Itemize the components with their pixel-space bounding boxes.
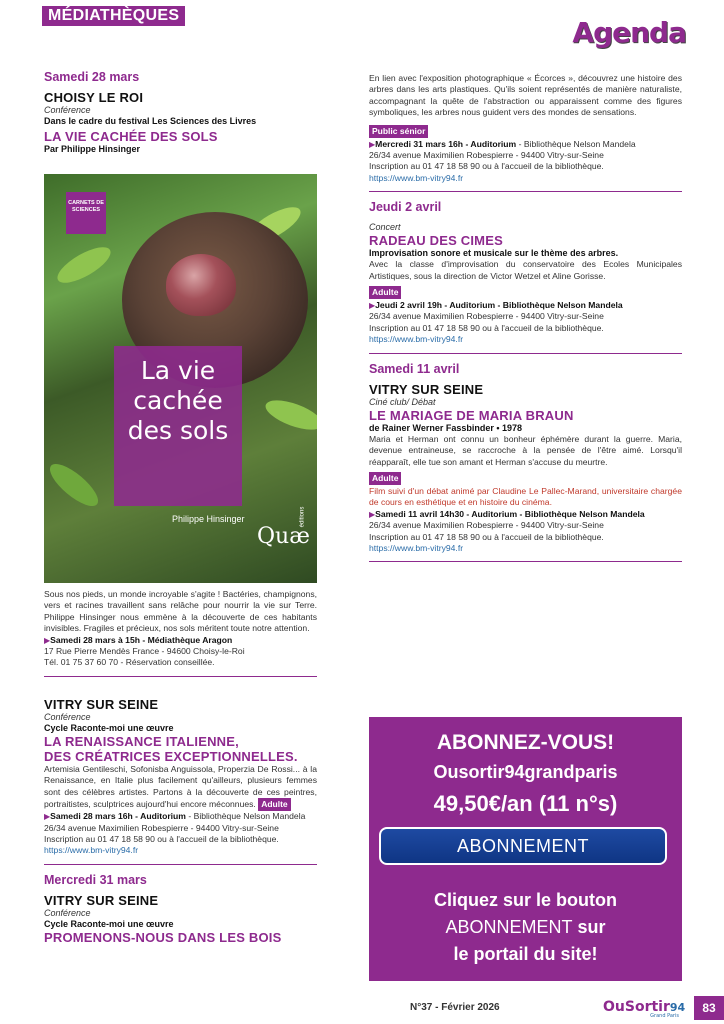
book-cover-image — [44, 174, 317, 583]
library-link[interactable]: https://www.bm-vitry94.fr — [44, 845, 139, 856]
ad-price: 49,50€/an (11 n°s) — [433, 791, 618, 816]
right-column — [369, 73, 682, 570]
event-note: Film suivi d'un débat animé par Claudine Le Pallec-Marand, universitaire chargée de cours en esthétique et en histoire du cinéma. — [369, 485, 682, 508]
section-rubric: MÉDIATHÈQUES — [42, 6, 185, 26]
ad-headline: ABONNEZ-VOUS! — [436, 731, 615, 754]
event2 — [44, 697, 317, 945]
logo-main: OuSortir — [603, 999, 670, 1015]
event-description: Sous nos pieds, un monde incroyable s'agite ! Bactéries, champignons, vers et racines travaillent sans relâche pour nourrir la vie sur Terre. Philippe Hinsinger nous emmène à la découverte de ces habitants invisibles. Fragiles et précieux, nos sols méritent toute notre attention. — [44, 589, 317, 634]
event-inscription: Inscription au 01 47 18 58 90 ou à l'accueil de la bibliothèque. — [44, 834, 279, 845]
ad-instructions — [369, 887, 682, 968]
library-link[interactable]: https://www.bm-vitry94.fr — [369, 334, 464, 345]
event-speaker: Par Philippe Hinsinger — [44, 144, 141, 154]
event-inscription: Inscription au 01 47 18 58 90 ou à l'accueil de la bibliothèque. — [369, 322, 604, 333]
event-title: LA RENAISSANCE ITALIENNE, — [44, 734, 239, 749]
event-city: VITRY SUR SEINE — [369, 381, 484, 397]
event-when-text: Samedi 28 mars à 15h - Médiathèque Aragon — [50, 634, 233, 645]
subscribe-button[interactable]: ABONNEMENT — [379, 827, 667, 865]
event-title: DES CRÉATRICES EXCEPTIONNELLES. — [44, 749, 298, 764]
event-phone: Tél. 01 75 37 60 70 - Réservation conseillée. — [44, 657, 215, 668]
audience-badge: Public sénior — [369, 125, 428, 138]
event-description: Maria et Herman ont connu un bonheur éphémère durant la guerre. Maria, devenue entraineuse, se raccroche à la pensée de l'être aimé. Lorsqu'il réapparaît, elle tue son amant et Herman s'accuse du meurtre. — [369, 433, 682, 467]
page-number: 83 — [694, 996, 724, 1020]
event-kind: Conférence — [44, 907, 91, 918]
event-address: 26/34 avenue Maximilien Robespierre - 94400 Vitry-sur-Seine — [44, 822, 279, 833]
audience-badge: Adulte — [369, 472, 401, 485]
cover-publisher: Quæ — [257, 524, 310, 549]
audience-badge: Adulte — [258, 798, 290, 811]
ad-instruction-line: le portail du site! — [453, 944, 598, 964]
event-address: 26/34 avenue Maximilien Robespierre - 94400 Vitry-sur-Seine — [369, 150, 604, 161]
series-tag: CARNETS DE SCIENCES — [66, 192, 106, 234]
cover-author: Philippe Hinsinger — [172, 514, 245, 524]
event-address: 17 Rue Pierre Mendès France - 94600 Choisy-le-Roi — [44, 646, 245, 657]
ad-brand: Ousortir94grandparis — [433, 762, 618, 782]
logo-badge: 94 — [669, 1001, 686, 1014]
event-description: En lien avec l'exposition photographique « Écorces », découvrez une histoire des arbres dans les arts plastiques. Qu'ils soient représentés de manière naturaliste, accompagnant la quête de l'abstraction ou apparaissent comme des figures symboliques, les arbres nous guident vers des mondes de sensations. — [369, 73, 682, 118]
ad-instruction-line: ABONNEMENT sur — [445, 917, 606, 937]
subscription-ad — [369, 717, 682, 981]
event-title: PROMENONS-NOUS DANS LES BOIS — [44, 929, 282, 945]
event1-details — [44, 589, 317, 687]
event-inscription: Inscription au 01 47 18 58 90 ou à l'accueil de la bibliothèque. — [369, 531, 604, 542]
audience-badge: Adulte — [369, 286, 401, 299]
event-city: CHOISY LE ROI — [44, 90, 144, 105]
event-kind: Concert — [369, 222, 401, 233]
event-inscription: Inscription au 01 47 18 58 90 ou à l'accueil de la bibliothèque. — [369, 161, 604, 172]
issue-number: N°37 - Février 2026 — [410, 1002, 500, 1013]
left-column — [44, 70, 316, 155]
beetle-illustration — [166, 254, 236, 316]
library-link[interactable]: https://www.bm-vitry94.fr — [369, 542, 464, 553]
agenda-logo-text: Agenda — [572, 16, 686, 49]
agenda-logo — [572, 16, 686, 49]
event-city: VITRY SUR SEINE — [44, 892, 159, 908]
event-when: ▶Samedi 11 avril 14h30 - Auditorium - Bibliothèque Nelson Mandela — [369, 508, 645, 519]
event-title: LA VIE CACHÉE DES SOLS — [44, 129, 218, 144]
event-city: VITRY SUR SEINE — [44, 697, 159, 712]
event-address: 26/34 avenue Maximilien Robespierre - 94400 Vitry-sur-Seine — [369, 520, 604, 531]
event-address: 26/34 avenue Maximilien Robespierre - 94400 Vitry-sur-Seine — [369, 311, 604, 322]
event-when: ▶Samedi 28 mars à 15h - Médiathèque Aragon — [44, 634, 233, 645]
event-cycle: Cycle Raconte-moi une œuvre — [44, 723, 174, 733]
event-title: RADEAU DES CIMES — [369, 233, 503, 249]
event-when: ▶Mercredi 31 mars 16h - Auditorium - Bibliothèque Nelson Mandela — [369, 138, 636, 149]
event-kind: Conférence — [44, 105, 91, 115]
library-link[interactable]: https://www.bm-vitry94.fr — [369, 172, 464, 183]
event-date: Jeudi 2 avril — [369, 200, 442, 215]
cover-title-panel — [114, 346, 242, 506]
event-when: ▶Samedi 28 mars 16h - Auditorium - Bibliothèque Nelson Mandela — [44, 811, 306, 822]
event-kind: Ciné club/ Débat — [369, 396, 436, 407]
cover-title-line: des sols — [127, 416, 229, 445]
ad-instruction-line: Cliquez sur le bouton — [434, 890, 617, 910]
magazine-logo — [603, 996, 686, 1019]
cover-editions: éditions — [299, 506, 306, 528]
event-date: Samedi 28 mars — [44, 70, 140, 84]
logo-sub: Grand Paris — [650, 1013, 679, 1019]
event-date: Mercredi 31 mars — [44, 872, 147, 887]
event-subtitle: de Rainer Werner Fassbinder • 1978 — [369, 422, 523, 433]
event-title: LE MARIAGE DE MARIA BRAUN — [369, 407, 574, 423]
event-when: ▶Jeudi 2 avril 19h - Auditorium - Bibliothèque Nelson Mandela — [369, 300, 623, 311]
event-context: Dans le cadre du festival Les Sciences des Livres — [44, 116, 257, 126]
event-subtitle: Improvisation sonore et musicale sur le thème des arbres. — [369, 248, 619, 259]
event-kind: Conférence — [44, 712, 91, 722]
event-description: Avec la classe d'improvisation du conservatoire des Ecoles Municipales Artistiques, sous la direction de Victor Wetzel et Aline Gorisse. — [369, 259, 682, 281]
cover-title-line: cachée — [133, 386, 223, 415]
event-cycle: Cycle Raconte-moi une œuvre — [44, 918, 174, 929]
cover-title-line: La vie — [140, 356, 216, 385]
event-date: Samedi 11 avril — [369, 361, 460, 376]
event-description: Artemisia Gentileschi, Sofonisba Anguissola, Properzia De Rossi... à la Renaissance, en Italie plus facilement qu'ailleurs, plusieurs femmes sont des célèbres artistes. Partons à la découverte de ces peintres, portraitistes, sculptrices aujourd'hui encore méconnues. Adulte — [44, 764, 317, 810]
